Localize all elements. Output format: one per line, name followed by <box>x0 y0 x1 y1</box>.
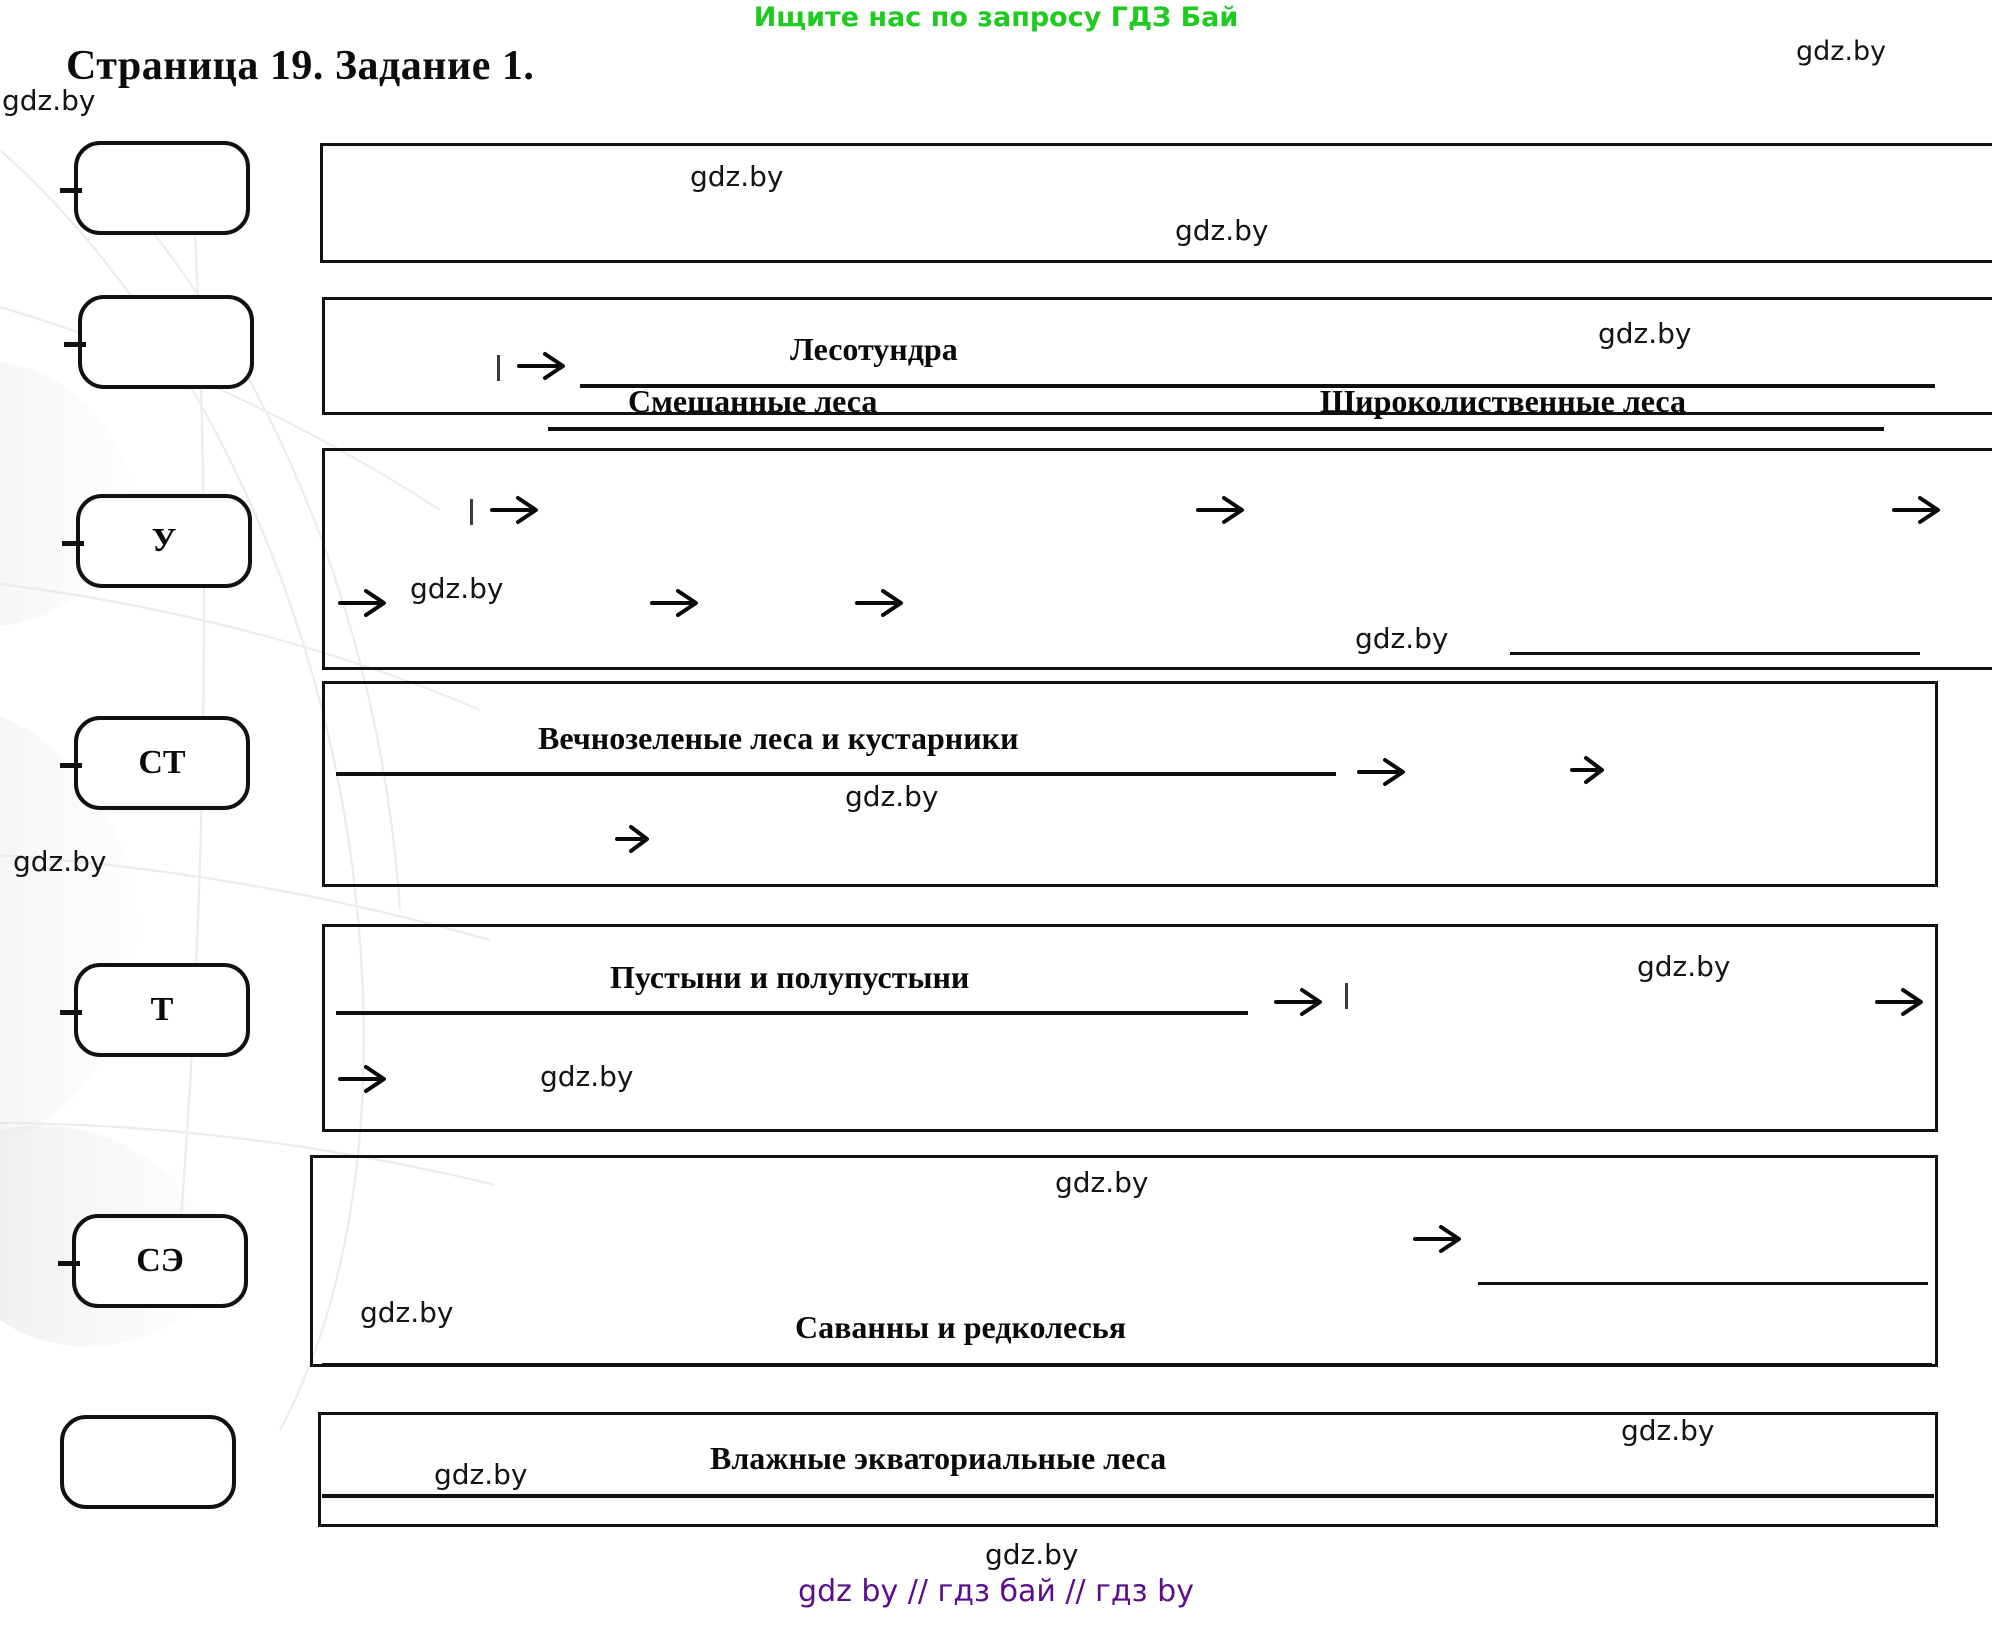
watermark: gdz.by <box>1621 1414 1715 1447</box>
zone-label-lesotundra: Лесотундра <box>790 331 958 367</box>
watermark: gdz.by <box>540 1060 634 1093</box>
zone-tablet-3[interactable] <box>76 494 252 588</box>
zone-row-5[interactable] <box>322 924 1938 1132</box>
watermark: gdz.by <box>434 1458 528 1491</box>
answer-rule <box>1478 1282 1928 1285</box>
zone-tablet-label: У <box>151 522 177 559</box>
zone-tablet-5[interactable] <box>74 963 250 1057</box>
promo-banner: Ищите нас по запросу ГДЗ Бай <box>753 2 1239 33</box>
arrow-right-icon <box>490 493 542 527</box>
zone-label-deserts: Пустыни и полупустыни <box>610 959 970 995</box>
arrow-right-icon <box>1892 493 1944 527</box>
connector-tick <box>60 188 82 193</box>
zone-tablet-4[interactable] <box>74 716 250 810</box>
arrow-right-icon <box>855 586 907 620</box>
connector-tick <box>58 1261 80 1266</box>
answer-rule <box>1510 652 1920 655</box>
watermark: gdz.by <box>1598 317 1692 350</box>
arrow-right-icon <box>1196 493 1248 527</box>
answer-rule <box>322 1363 1932 1367</box>
connector-tick <box>62 541 84 546</box>
arrow-right-icon <box>338 1062 390 1096</box>
watermark: gdz.by <box>985 1538 1079 1571</box>
zone-label-savannas: Саванны и редколесья <box>795 1309 1127 1345</box>
connector-tick <box>64 342 86 347</box>
watermark: gdz.by <box>1355 622 1449 655</box>
arrow-right-icon <box>338 586 390 620</box>
zone-tablet-label: СЭ <box>136 1242 184 1279</box>
watermark: gdz.by <box>360 1296 454 1329</box>
arrow-right-icon <box>1570 753 1610 787</box>
watermark: gdz.by <box>845 780 939 813</box>
watermark: gdz.by <box>1796 36 1887 67</box>
row2-start-tick <box>497 355 500 381</box>
answer-rule <box>336 772 1336 776</box>
arrow-right-icon <box>1875 985 1927 1019</box>
zone-tablet-1[interactable] <box>74 141 250 235</box>
footer-links[interactable]: gdz by // гдз бай // гдз by <box>798 1574 1194 1609</box>
arrow-right-icon <box>615 822 655 856</box>
zone-tablet-6[interactable] <box>72 1214 248 1308</box>
zone-row-3[interactable] <box>322 448 1992 670</box>
row5-mid-tick <box>1345 983 1348 1009</box>
zone-tablet-label: Т <box>150 991 174 1028</box>
zone-label-mixed-forests: Смешанные леса <box>628 383 878 419</box>
watermark: gdz.by <box>2 84 96 117</box>
zone-row-4[interactable] <box>322 681 1938 887</box>
watermark: gdz.by <box>13 845 107 878</box>
arrow-right-icon <box>1274 985 1326 1019</box>
zone-row-1[interactable] <box>320 143 1992 263</box>
zone-label-broadleaf-forests: Широколиственные леса <box>1320 383 1686 419</box>
answer-rule <box>548 427 1293 431</box>
answer-rule <box>322 1494 1934 1498</box>
watermark: gdz.by <box>690 160 784 193</box>
zone-row-2[interactable] <box>322 297 1992 415</box>
arrow-right-icon <box>1357 755 1409 789</box>
zone-label-equatorial-forests: Влажные экваториальные леса <box>710 1440 1167 1476</box>
watermark: gdz.by <box>1175 214 1269 247</box>
arrow-right-icon <box>650 586 702 620</box>
connector-tick <box>60 1010 82 1015</box>
answer-rule <box>1254 427 1884 431</box>
zone-tablet-7[interactable] <box>60 1415 236 1509</box>
connector-tick <box>60 763 82 768</box>
watermark: gdz.by <box>1055 1166 1149 1199</box>
answer-rule <box>336 1011 1248 1015</box>
zone-tablet-2[interactable] <box>78 295 254 389</box>
watermark: gdz.by <box>1637 950 1731 983</box>
page-title: Страница 19. Задание 1. <box>66 43 535 89</box>
arrow-right-icon <box>517 349 569 383</box>
zone-tablet-label: СТ <box>138 744 186 781</box>
zone-label-evergreen-forests: Вечнозеленые леса и кустарники <box>538 720 1019 756</box>
row3-start-tick <box>470 499 473 525</box>
arrow-right-icon <box>1413 1222 1465 1256</box>
watermark: gdz.by <box>410 572 504 605</box>
